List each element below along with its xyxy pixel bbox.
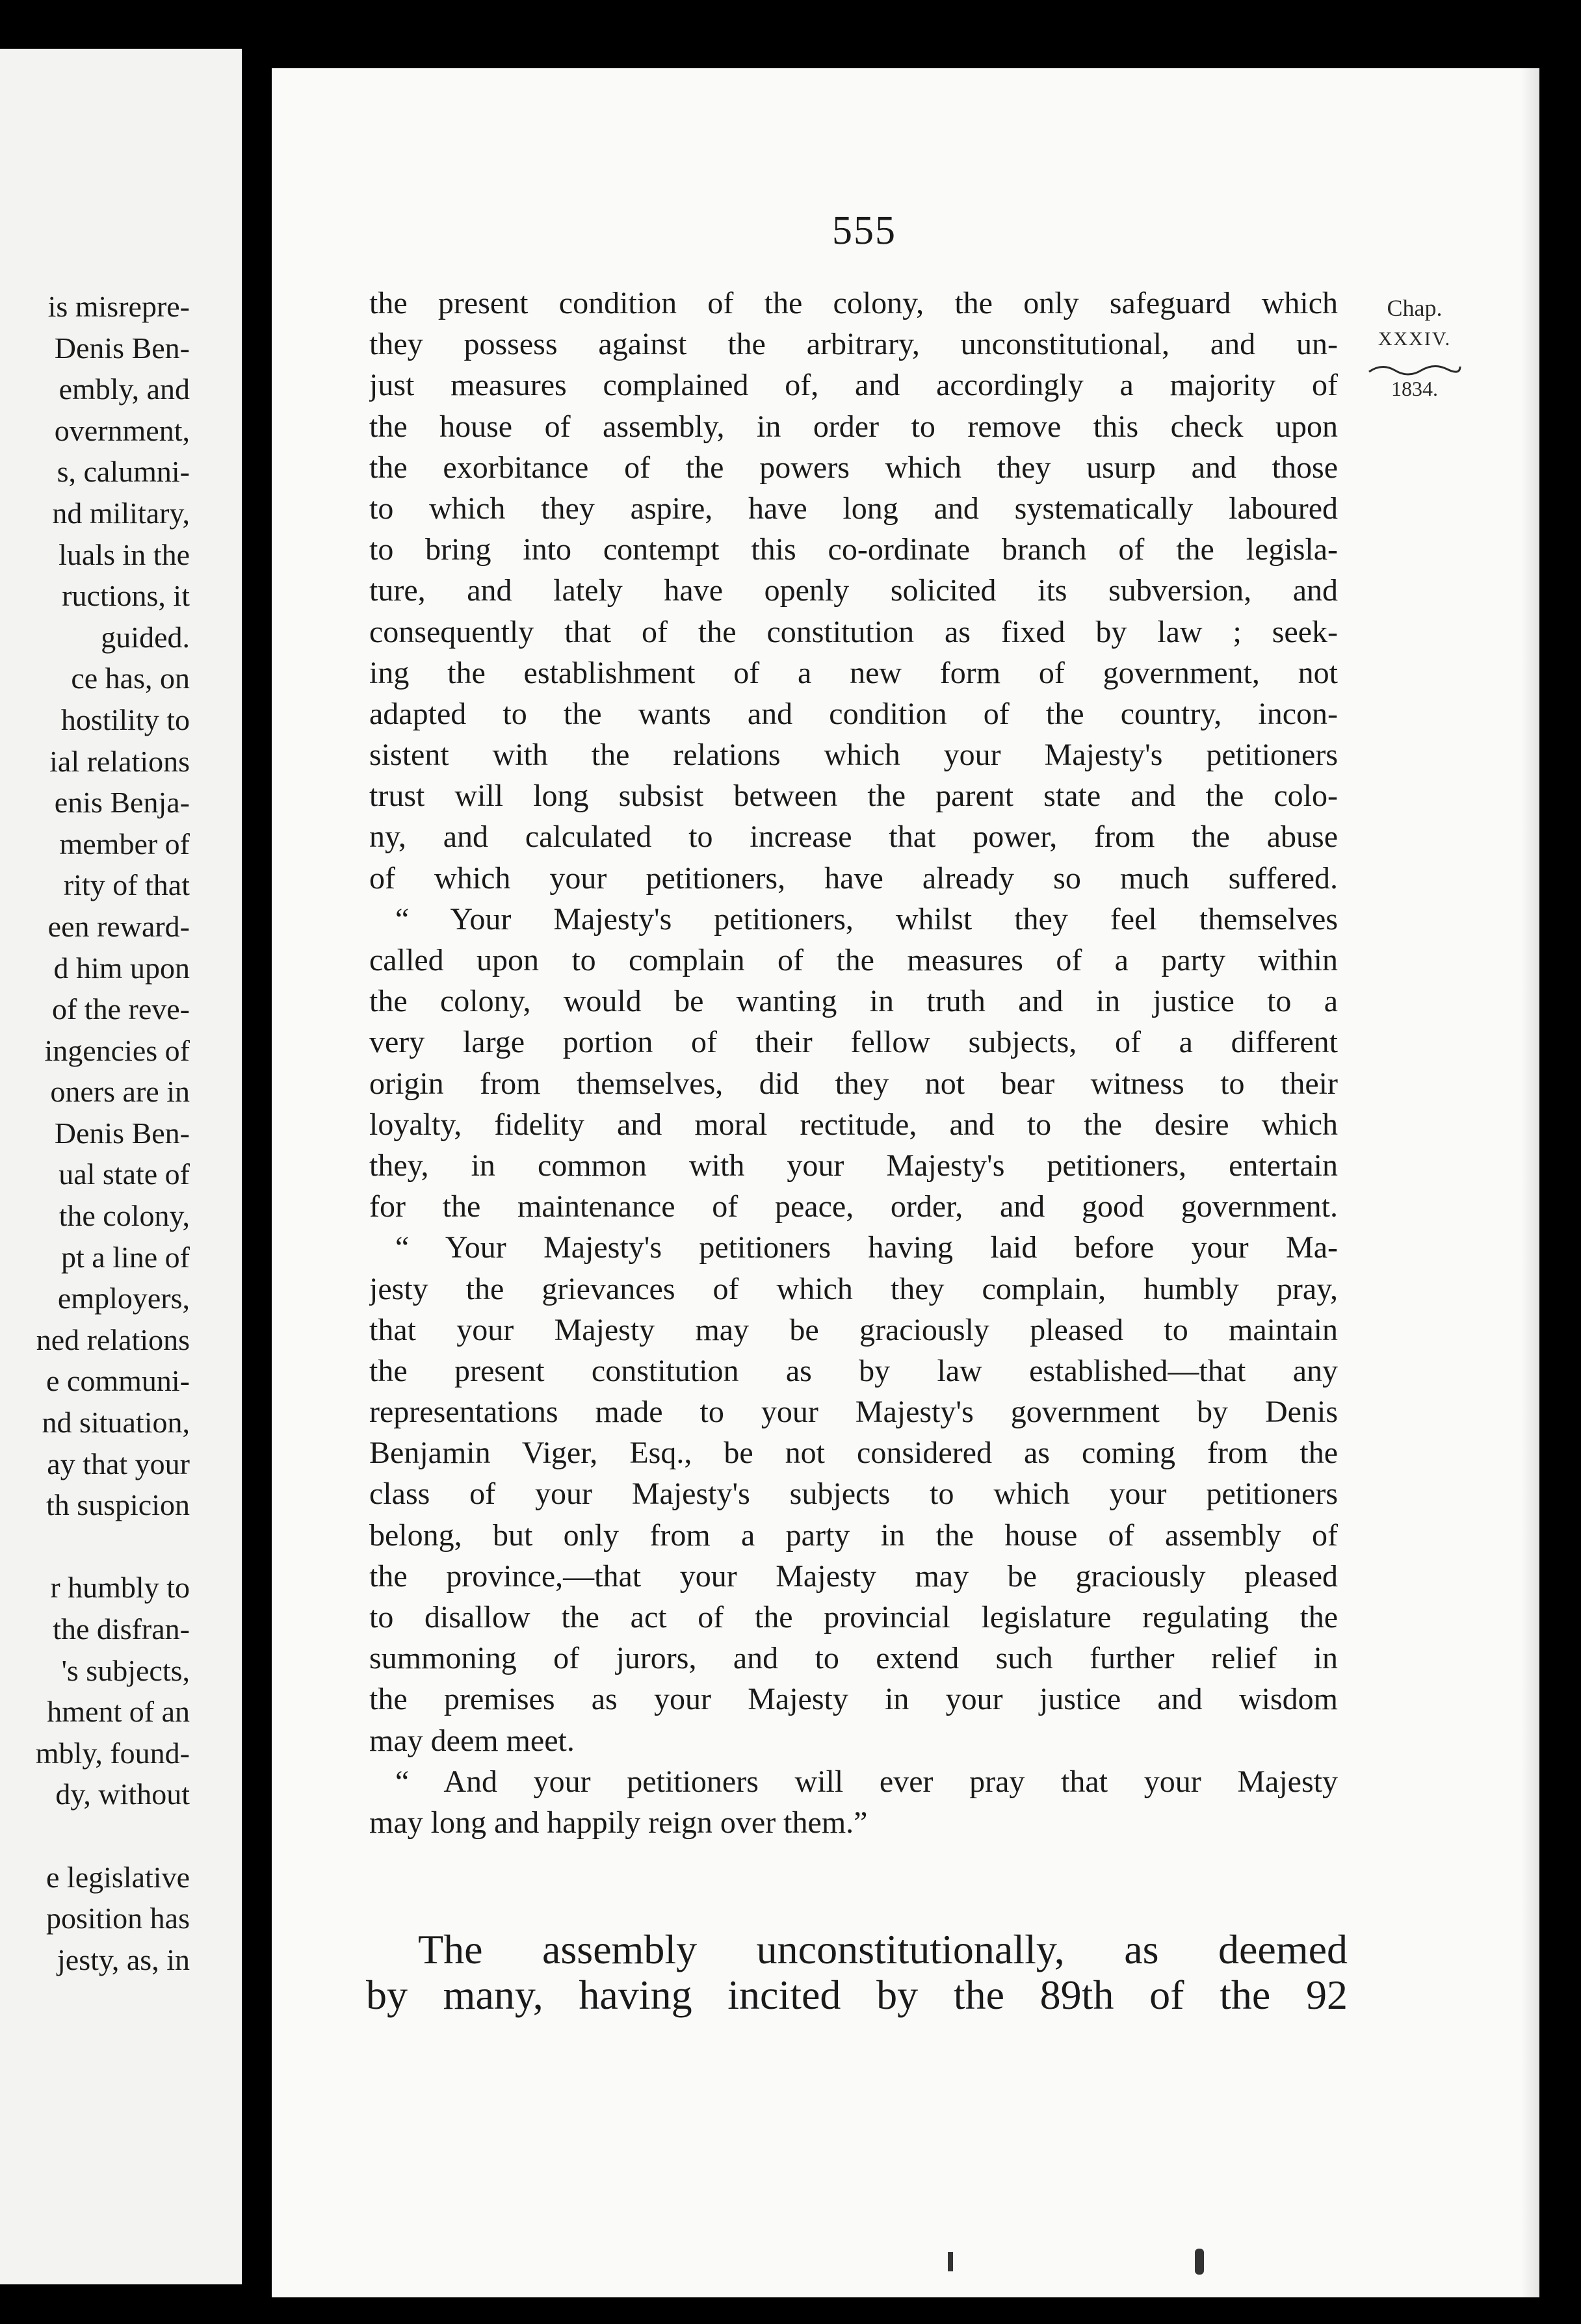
left-text-line: member of bbox=[59, 827, 190, 860]
body-text-line: Benjamin Viger, Esq., be not considered as coming from the bbox=[369, 1436, 1338, 1471]
body-text-line: that your Majesty may be graciously pleased to maintain bbox=[369, 1312, 1338, 1347]
left-text-line: hment of an bbox=[47, 1695, 190, 1729]
body-text-line: representations made to your Majesty's government by Denis bbox=[369, 1395, 1338, 1430]
left-text-line: embly, and bbox=[59, 372, 190, 406]
body-text-line: called upon to complain of the measures of a party within bbox=[369, 943, 1338, 977]
left-text-line: mbly, found- bbox=[35, 1736, 190, 1770]
left-text-line: guided. bbox=[101, 620, 190, 654]
left-text-line: overnment, bbox=[54, 413, 190, 447]
left-text-line: nd situation, bbox=[42, 1406, 190, 1440]
body-text-line: the premises as your Majesty in your justice and wisdom bbox=[369, 1682, 1338, 1717]
body-text-line: ture, and lately have openly solicited its subversion, and bbox=[369, 573, 1338, 608]
closing-paragraph bbox=[366, 1927, 1348, 2018]
left-text-line: hostility to bbox=[60, 703, 190, 736]
body-text-line: they, in common with your Majesty's petitioners, entertain bbox=[369, 1148, 1338, 1183]
body-text-line: to which they aspire, have long and systematically laboured bbox=[369, 491, 1338, 526]
margin-chapter: Chap. bbox=[1387, 295, 1443, 321]
left-text-line: is misrepre- bbox=[47, 290, 190, 323]
left-text-line: een reward- bbox=[47, 909, 190, 943]
left-text-line: d him upon bbox=[53, 951, 190, 985]
body-text-line: the present constitution as by law established—that any bbox=[369, 1353, 1338, 1388]
body-text-line: the present condition of the colony, the only safeguard which bbox=[369, 286, 1338, 320]
margin-year: 1834. bbox=[1391, 377, 1438, 400]
left-text-line: oners are in bbox=[50, 1075, 190, 1109]
body-text-line: of which your petitioners, have already so much suffered. bbox=[369, 860, 1338, 896]
body-text-line: the province,—that your Majesty may be graciously pleased bbox=[369, 1558, 1338, 1594]
body-text-line: very large portion of their fellow subjects, of a different bbox=[369, 1025, 1338, 1060]
left-text-line: ial relations bbox=[49, 744, 190, 778]
body-text-line: class of your Majesty's subjects to which your petitioners bbox=[369, 1477, 1338, 1512]
body-text-line: origin from themselves, did they not bear witness to their bbox=[369, 1066, 1338, 1101]
left-text-line: ay that your bbox=[47, 1447, 190, 1480]
body-text-line: “ Your Majesty's petitioners having laid before your Ma- bbox=[395, 1230, 1338, 1265]
left-text-line: ned relations bbox=[36, 1323, 190, 1356]
body-text-line: the colony, would be wanting in truth and in justice to a bbox=[369, 984, 1338, 1019]
left-page-text bbox=[0, 286, 190, 1980]
left-text-line: s, calumni- bbox=[57, 455, 190, 489]
body-text-line: to disallow the act of the provincial legislature regulating the bbox=[369, 1600, 1338, 1634]
body-text-line: loyalty, fidelity and moral rectitude, and to the desire which bbox=[369, 1107, 1338, 1142]
left-text-line: position has bbox=[46, 1902, 190, 1935]
body-text-line: the exorbitance of the powers which they usurp and those bbox=[369, 450, 1338, 485]
left-text-line: e communi- bbox=[46, 1364, 190, 1398]
left-text-line: dy, without bbox=[55, 1777, 190, 1811]
right-page bbox=[272, 68, 1539, 2297]
left-text-line: 's subjects, bbox=[61, 1653, 190, 1687]
left-text-line: ual state of bbox=[59, 1157, 190, 1191]
left-text-line: pt a line of bbox=[61, 1240, 190, 1274]
left-text-line: e legislative bbox=[46, 1860, 190, 1894]
body-text-line: “ And your petitioners will ever pray that your Majesty bbox=[395, 1764, 1338, 1799]
left-text-line: ce has, on bbox=[71, 662, 190, 695]
left-text-line: the colony, bbox=[59, 1199, 190, 1233]
body-text-line: ny, and calculated to increase that power, from the abuse bbox=[369, 820, 1338, 855]
left-text-line: ructions, it bbox=[62, 579, 190, 613]
left-text-line: nd military, bbox=[52, 496, 190, 530]
left-text-line: rity of that bbox=[63, 868, 190, 902]
body-text-line: ing the establishment of a new form of government, not bbox=[369, 655, 1338, 690]
body-text-line: trust will long subsist between the parent state and the colo- bbox=[369, 779, 1338, 814]
margin-chapter-number: XXXIV. bbox=[1378, 328, 1452, 350]
page-number: 555 bbox=[832, 209, 896, 253]
left-page bbox=[0, 49, 242, 2284]
body-text-line: may deem meet. bbox=[369, 1723, 575, 1758]
body-text-line: sistent with the relations which your Majesty's petitioners bbox=[369, 738, 1338, 773]
body-text-line: for the maintenance of peace, order, and good government. bbox=[369, 1189, 1338, 1224]
left-text-line: r humbly to bbox=[50, 1571, 190, 1605]
left-text-line: luals in the bbox=[59, 537, 190, 571]
body-text-line: may long and happily reign over them.” bbox=[369, 1805, 868, 1840]
body-text-line: just measures complained of, and accordingly a majority of bbox=[369, 368, 1338, 403]
body-text-line: summoning of jurors, and to extend such further relief in bbox=[369, 1641, 1338, 1676]
left-text-line bbox=[0, 1815, 190, 1857]
body-text-line: consequently that of the constitution as fixed by law ; seek- bbox=[369, 614, 1338, 649]
body-text-line: to bring into contempt this co-ordinate branch of the legisla- bbox=[369, 532, 1338, 567]
closing-text-line: The assembly unconstitutionally, as deemed bbox=[418, 1926, 1348, 1972]
left-text-line: jesty, as, in bbox=[57, 1943, 190, 1976]
closing-text-line: by many, having incited by the 89th of the 92 bbox=[366, 1972, 1348, 2018]
left-text-line: enis Benja- bbox=[54, 786, 190, 820]
left-text-line: employers, bbox=[57, 1282, 190, 1315]
left-text-line: the disfran- bbox=[53, 1612, 190, 1646]
body-text-line: belong, but only from a party in the house of assembly of bbox=[369, 1517, 1338, 1553]
body-text-line: they possess against the arbitrary, unconstitutional, and un- bbox=[369, 327, 1338, 362]
left-text-line: ingencies of bbox=[44, 1033, 190, 1067]
left-text-line: of the reve- bbox=[52, 992, 190, 1026]
print-marks bbox=[935, 2245, 1325, 2284]
left-text-line: Denis Ben- bbox=[54, 1116, 190, 1150]
body-text-line: adapted to the wants and condition of the country, incon- bbox=[369, 696, 1338, 731]
body-text bbox=[369, 283, 1539, 1843]
left-text-line bbox=[0, 1526, 190, 1568]
left-text-line: Denis Ben- bbox=[54, 331, 190, 365]
body-text-line: jesty the grievances of which they complain, humbly pray, bbox=[369, 1271, 1338, 1306]
body-text-line: “ Your Majesty's petitioners, whilst they feel themselves bbox=[395, 901, 1338, 936]
body-text-line: the house of assembly, in order to remove this check upon bbox=[369, 409, 1338, 444]
left-text-line: th suspicion bbox=[46, 1488, 190, 1522]
